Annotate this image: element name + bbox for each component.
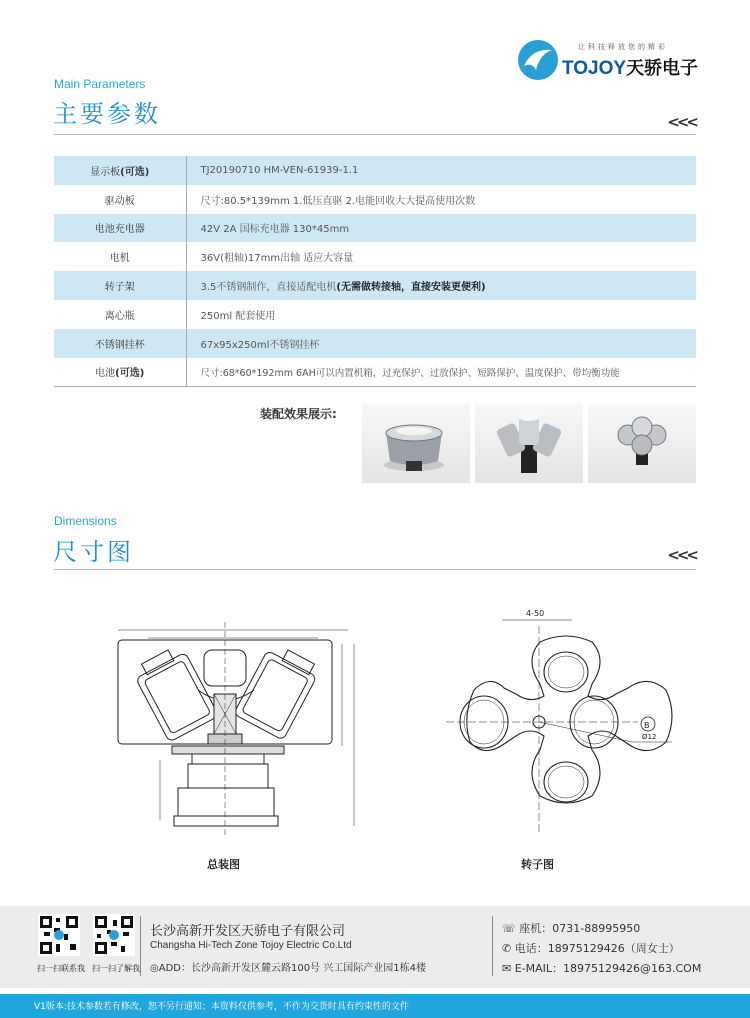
param-value: 250ml 配套使用 — [186, 300, 696, 329]
section-title-cn: 主要参数 — [53, 100, 161, 128]
param-key: 显示板(可选) — [54, 156, 186, 185]
param-key: 驱动板 — [54, 185, 186, 214]
section-title-en: Main Parameters — [54, 77, 146, 91]
param-value: 3.5不锈钢制作，直接适配电机(无需做转接轴，直接安装更便利) — [186, 271, 696, 300]
rotor-drawing — [442, 606, 692, 842]
company-address: ◎ADD：长沙高新开发区麓云路100号 兴工国际产业园1栋4楼 — [150, 963, 426, 974]
chevrons-icon: <<< — [667, 113, 696, 131]
contact-phone: ☏ 座机：0731-88995950 — [502, 922, 641, 935]
assembly-photo-2 — [475, 403, 583, 483]
location-icon: ◎ — [150, 963, 159, 974]
param-value: 67x95x250ml不锈钢挂杯 — [186, 329, 696, 358]
contact-mobile: ✆ 电话：18975129426（周女士） — [502, 942, 680, 955]
table-row — [54, 358, 696, 387]
footer-divider — [492, 916, 493, 976]
param-key: 电池(可选) — [54, 358, 186, 387]
param-value: TJ20190710 HM-VEN-61939-1.1 — [186, 156, 696, 185]
bottom-note-bar — [0, 994, 750, 1018]
email-icon: ✉ — [502, 962, 515, 975]
assembly-drawing — [108, 610, 370, 842]
footer — [0, 906, 750, 988]
section-divider — [54, 569, 696, 570]
section-title-cn: 尺寸图 — [53, 538, 134, 566]
table-row — [54, 214, 696, 243]
section-title-en: Dimensions — [54, 514, 117, 528]
table-row — [54, 271, 696, 300]
phone-icon: ☏ — [502, 922, 520, 935]
param-key: 不锈钢挂杯 — [54, 329, 186, 358]
assembly-photo-3 — [588, 403, 696, 483]
param-value: 36V(粗轴)17mm出轴 适应大容量 — [186, 242, 696, 271]
table-row — [54, 185, 696, 214]
rotor-dim-side: Ø12 — [642, 733, 657, 741]
table-row — [54, 329, 696, 358]
assembly-drawing-caption: 总装图 — [207, 858, 240, 871]
rotor-dim-top: 4-50 — [526, 609, 545, 618]
assembly-label: 装配效果展示: — [260, 407, 337, 421]
param-key: 电池充电器 — [54, 214, 186, 243]
param-key: 电机 — [54, 242, 186, 271]
rotor-callout: B — [644, 721, 650, 730]
bottom-note: V1版本:技术参数若有修改，恕不另行通知；本资料仅供参考，不作为交货时具有约束性的文件 — [34, 1002, 409, 1012]
logo-mark-icon — [518, 40, 558, 80]
parameters-table — [54, 156, 696, 387]
contact-email: ✉ E-MAIL：18975129426@163.COM — [502, 962, 702, 975]
brand-logo — [518, 38, 698, 80]
section-divider — [54, 134, 696, 135]
param-key: 转子架 — [54, 271, 186, 300]
table-row — [54, 156, 696, 185]
param-value: 尺寸:80.5*139mm 1.低压直驱 2.电能回收大大提高使用次数 — [186, 185, 696, 214]
company-name-cn: 长沙高新开发区天骄电子有限公司 — [150, 924, 346, 939]
assembly-photo-1 — [362, 403, 470, 483]
qr1-label: 扫一扫联系我 — [37, 964, 85, 973]
mobile-icon: ✆ — [502, 942, 515, 955]
rotor-drawing-caption: 转子图 — [521, 858, 554, 871]
company-name-en: Changsha Hi-Tech Zone Tojoy Electric Co.Ltd — [150, 940, 352, 951]
footer-divider — [140, 916, 141, 976]
brand-name: TOJOY天骄电子 — [562, 58, 699, 79]
table-row — [54, 300, 696, 329]
param-value: 42V 2A 国标充电器 130*45mm — [186, 214, 696, 243]
chevrons-icon: <<< — [667, 546, 696, 564]
brand-slogan: 让科技释放您的精彩 — [578, 43, 668, 51]
table-row — [54, 242, 696, 271]
param-value: 尺寸:68*60*192mm 6AH可以内置机箱，过充保护、过放保护、短路保护、温度保护、带均衡功能 — [186, 358, 696, 387]
qr-code-icon — [38, 914, 80, 956]
param-key: 离心瓶 — [54, 300, 186, 329]
qr-code-icon — [93, 914, 135, 956]
qr2-label: 扫一扫了解我 — [92, 964, 140, 973]
